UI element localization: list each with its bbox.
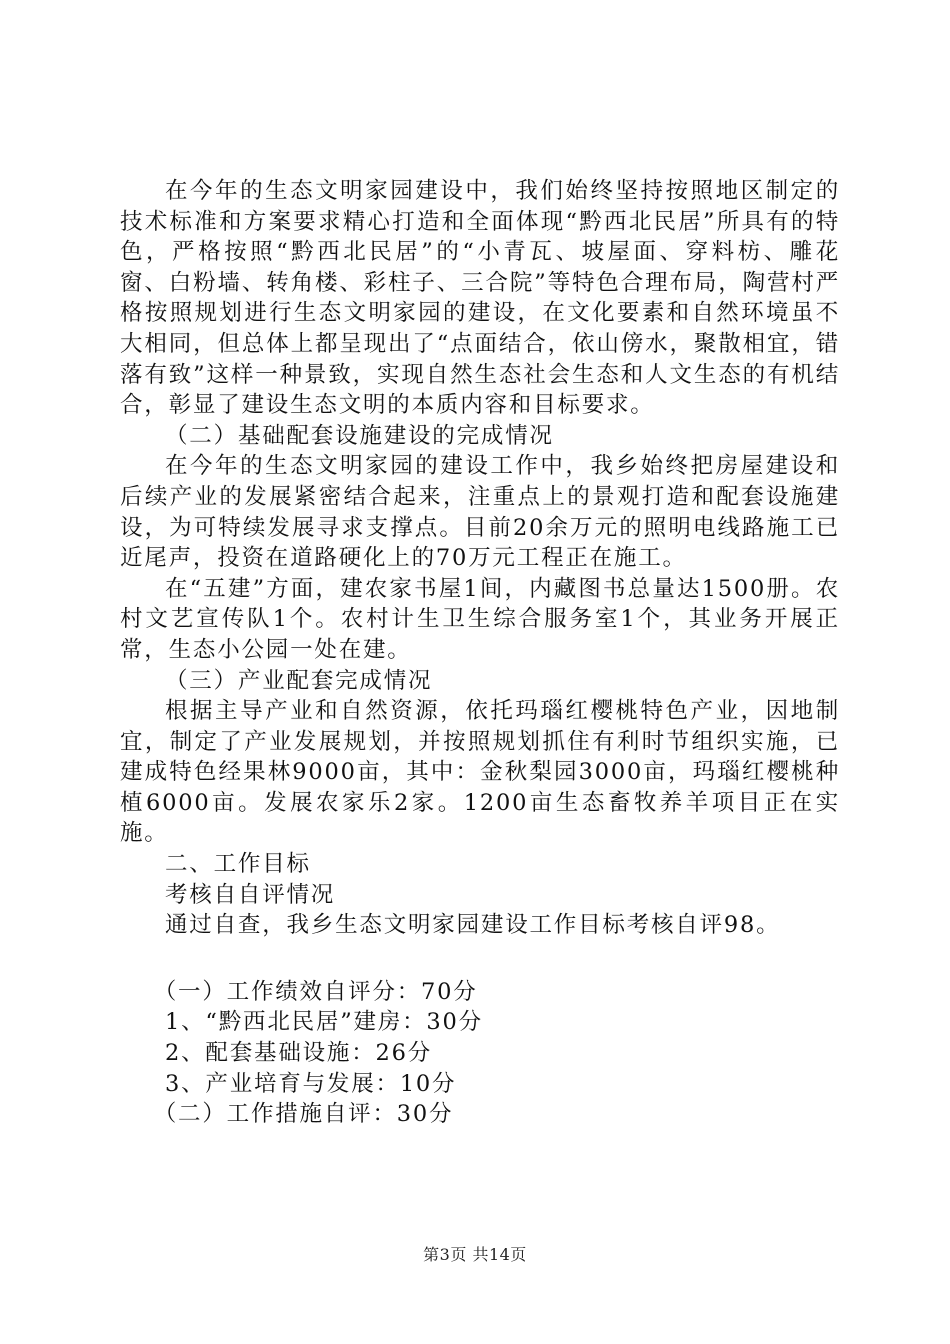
- line-self-assessment: 考核自自评情况: [165, 881, 336, 908]
- paragraph-five-constructions: 在“五建”方面，建农家书屋1间，内藏图书总量达1500册。农村文艺宣传队1个。农村计生卫生综合服务室1个，其业务开展正常，生态小公园一处在建。: [120, 575, 840, 663]
- paragraph-infrastructure: 在今年的生态文明家园的建设工作中，我乡始终把房屋建设和后续产业的发展紧密结合起来，注重点上的景观打造和配套设施建设，为可特续发展寻求支撑点。目前20余万元的照明电线路施工已近尾声，投资在道路硬化上的70万元工程正在施工。: [120, 453, 840, 572]
- paragraph-ecological-construction: 在今年的生态文明家园建设中，我们始终坚持按照地区制定的技术标准和方案要求精心打造和全面体现“黔西北民居”所具有的特色，严格按照“黔西北民居”的“小青瓦、坡屋面、穿料枋、雕花窗、白粉墙、转角楼、彩柱子、三合院”等特色合理布局，陶营村严格按照规划进行生态文明家园的建设，在文化要素和自然环境虽不大相同，但总体上都呈现出了“点面结合，依山傍水，聚散相宜，错落有致”这样一种景致，实现自然生态社会生态和人文生态的有机结合，彰显了建设生态文明的本质内容和目标要求。: [120, 178, 840, 419]
- line-infrastructure-score: 2、配套基础设施：26分: [165, 1040, 433, 1067]
- line-self-check-result: 通过自查，我乡生态文明家园建设工作目标考核自评98。: [165, 912, 781, 939]
- page-footer: 第3页 共14页: [423, 1245, 527, 1264]
- line-housing-score: 1、“黔西北民居”建房：30分: [165, 1009, 483, 1036]
- line-measures-score: （二）工作措施自评：30分: [153, 1101, 454, 1128]
- paragraph-industry: 根据主导产业和自然资源，依托玛瑙红樱桃特色产业，因地制宜，制定了产业发展规划，并按照规划抓住有利时节组织实施，已建成特色经果林9000亩，其中：金秋梨园3000亩，玛瑙红樱桃种植6000亩。发展农家乐2家。1200亩生态畜牧养羊项目正在实施。: [120, 698, 840, 847]
- paragraph-gap: [120, 941, 840, 977]
- line-industry-score: 3、产业培育与发展：10分: [165, 1070, 457, 1097]
- section-heading-industry: （三）产业配套完成情况: [165, 667, 433, 694]
- section-heading-infrastructure: （二）基础配套设施建设的完成情况: [165, 422, 554, 449]
- section-heading-work-goals: 二、工作目标: [165, 851, 311, 878]
- document-body: [120, 176, 840, 1130]
- line-performance-score: （一）工作绩效自评分：70分: [153, 978, 478, 1005]
